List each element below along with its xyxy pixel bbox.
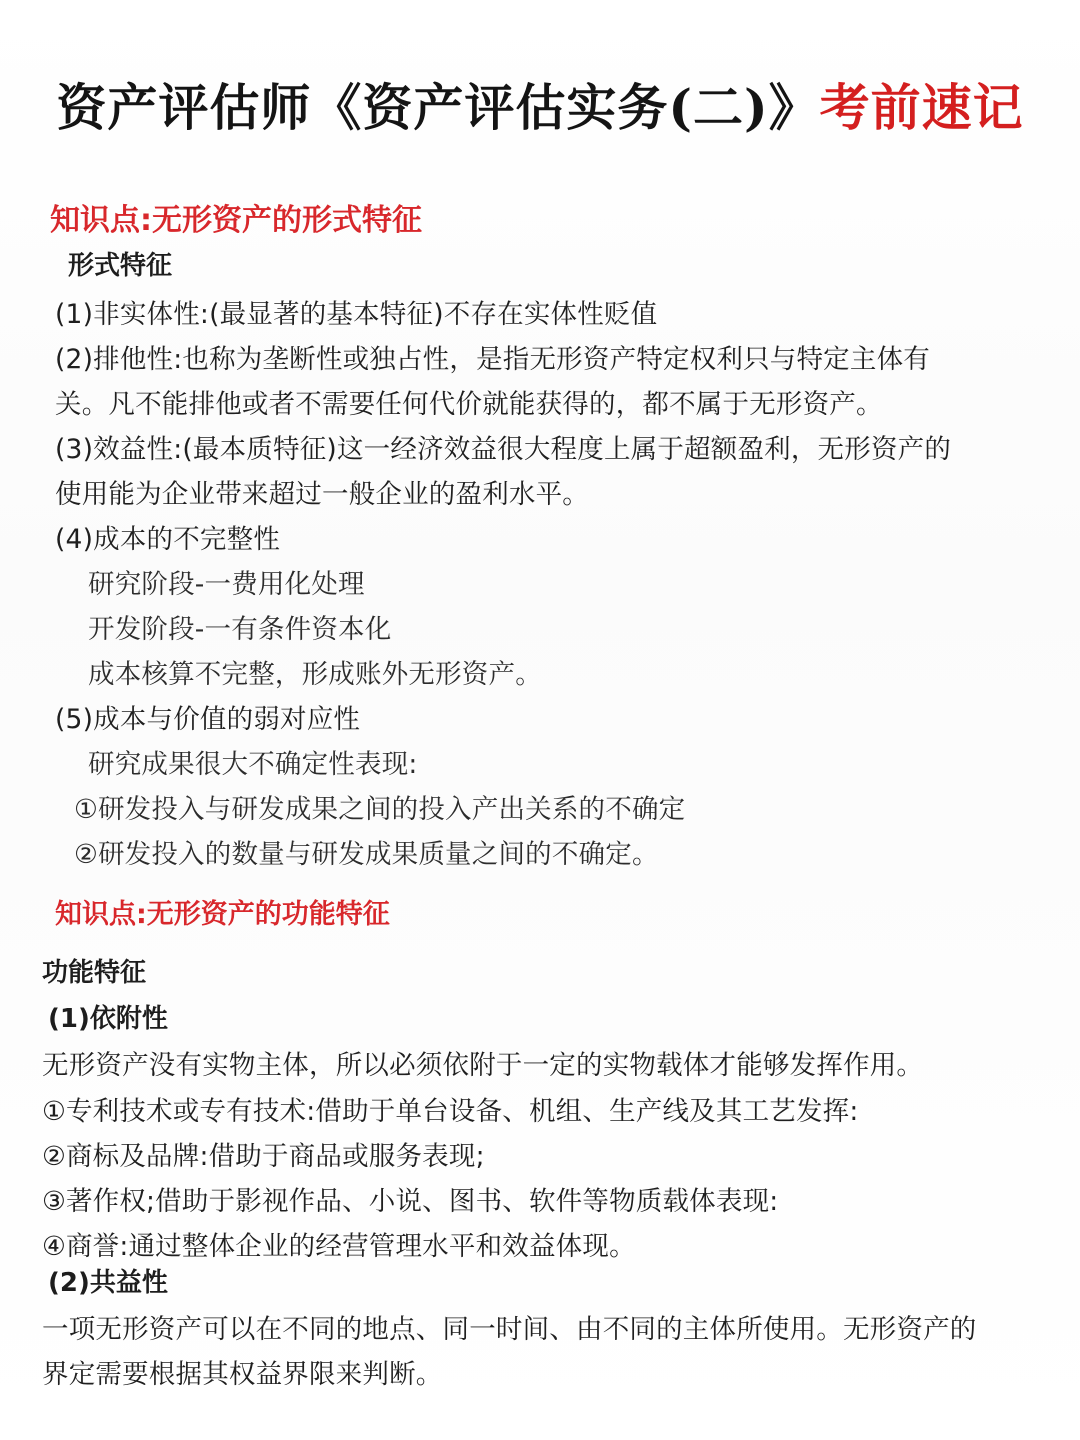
page-title bbox=[0, 68, 1080, 140]
text-line: ②商标及品牌:借助于商品或服务表现; bbox=[42, 1141, 485, 1172]
title-main: 资产评估师《资产评估实务(二)》 bbox=[56, 78, 820, 137]
subheading-shared-benefit: (2)共益性 bbox=[48, 1268, 168, 1298]
subheading-form-features: 形式特征 bbox=[68, 251, 173, 281]
text-line: ①专利技术或专有技术:借助于单台设备、机组、生产线及其工艺发挥: bbox=[42, 1096, 859, 1127]
text-line: 研究阶段-一费用化处理 bbox=[88, 569, 365, 600]
text-line: (3)效益性:(最本质特征)这一经济效益很大程度上属于超额盈利，无形资产的 bbox=[55, 434, 952, 465]
text-line: (5)成本与价值的弱对应性 bbox=[55, 704, 361, 735]
text-line: ③著作权;借助于影视作品、小说、图书、软件等物质载体表现: bbox=[42, 1186, 779, 1217]
text-line: 关。凡不能排他或者不需要任何代价就能获得的，都不属于无形资产。 bbox=[55, 389, 883, 420]
text-line: 开发阶段-一有条件资本化 bbox=[88, 614, 392, 645]
text-line: ②研发投入的数量与研发成果质量之间的不确定。 bbox=[74, 839, 659, 870]
text-line: 使用能为企业带来超过一般企业的盈利水平。 bbox=[55, 479, 589, 510]
text-line: (1)非实体性:(最显著的基本特征)不存在实体性贬值 bbox=[55, 299, 658, 330]
text-line: 无形资产没有实物主体，所以必须依附于一定的实物载体才能够发挥作用。 bbox=[42, 1050, 924, 1081]
section-heading-form-features: 知识点:无形资产的形式特征 bbox=[50, 203, 422, 238]
subheading-dependency: (1)依附性 bbox=[48, 1004, 168, 1034]
text-line: 研究成果很大不确定性表现: bbox=[88, 749, 418, 780]
text-line: 一项无形资产可以在不同的地点、同一时间、由不同的主体所使用。无形资产的 bbox=[42, 1314, 977, 1345]
text-line: (2)排他性:也称为垄断性或独占性，是指无形资产特定权利只与特定主体有 bbox=[55, 344, 930, 375]
subheading-function-features: 功能特征 bbox=[42, 958, 147, 988]
text-line: ④商誉:通过整体企业的经营管理水平和效益体现。 bbox=[42, 1231, 636, 1262]
text-line: 成本核算不完整，形成账外无形资产。 bbox=[88, 659, 542, 690]
text-line: (4)成本的不完整性 bbox=[55, 524, 281, 555]
title-accent: 考前速记 bbox=[819, 78, 1024, 137]
text-line: 界定需要根据其权益界限来判断。 bbox=[42, 1359, 443, 1390]
text-line: ①研发投入与研发成果之间的投入产出关系的不确定 bbox=[74, 794, 686, 825]
section-heading-function-features: 知识点:无形资产的功能特征 bbox=[55, 899, 390, 930]
